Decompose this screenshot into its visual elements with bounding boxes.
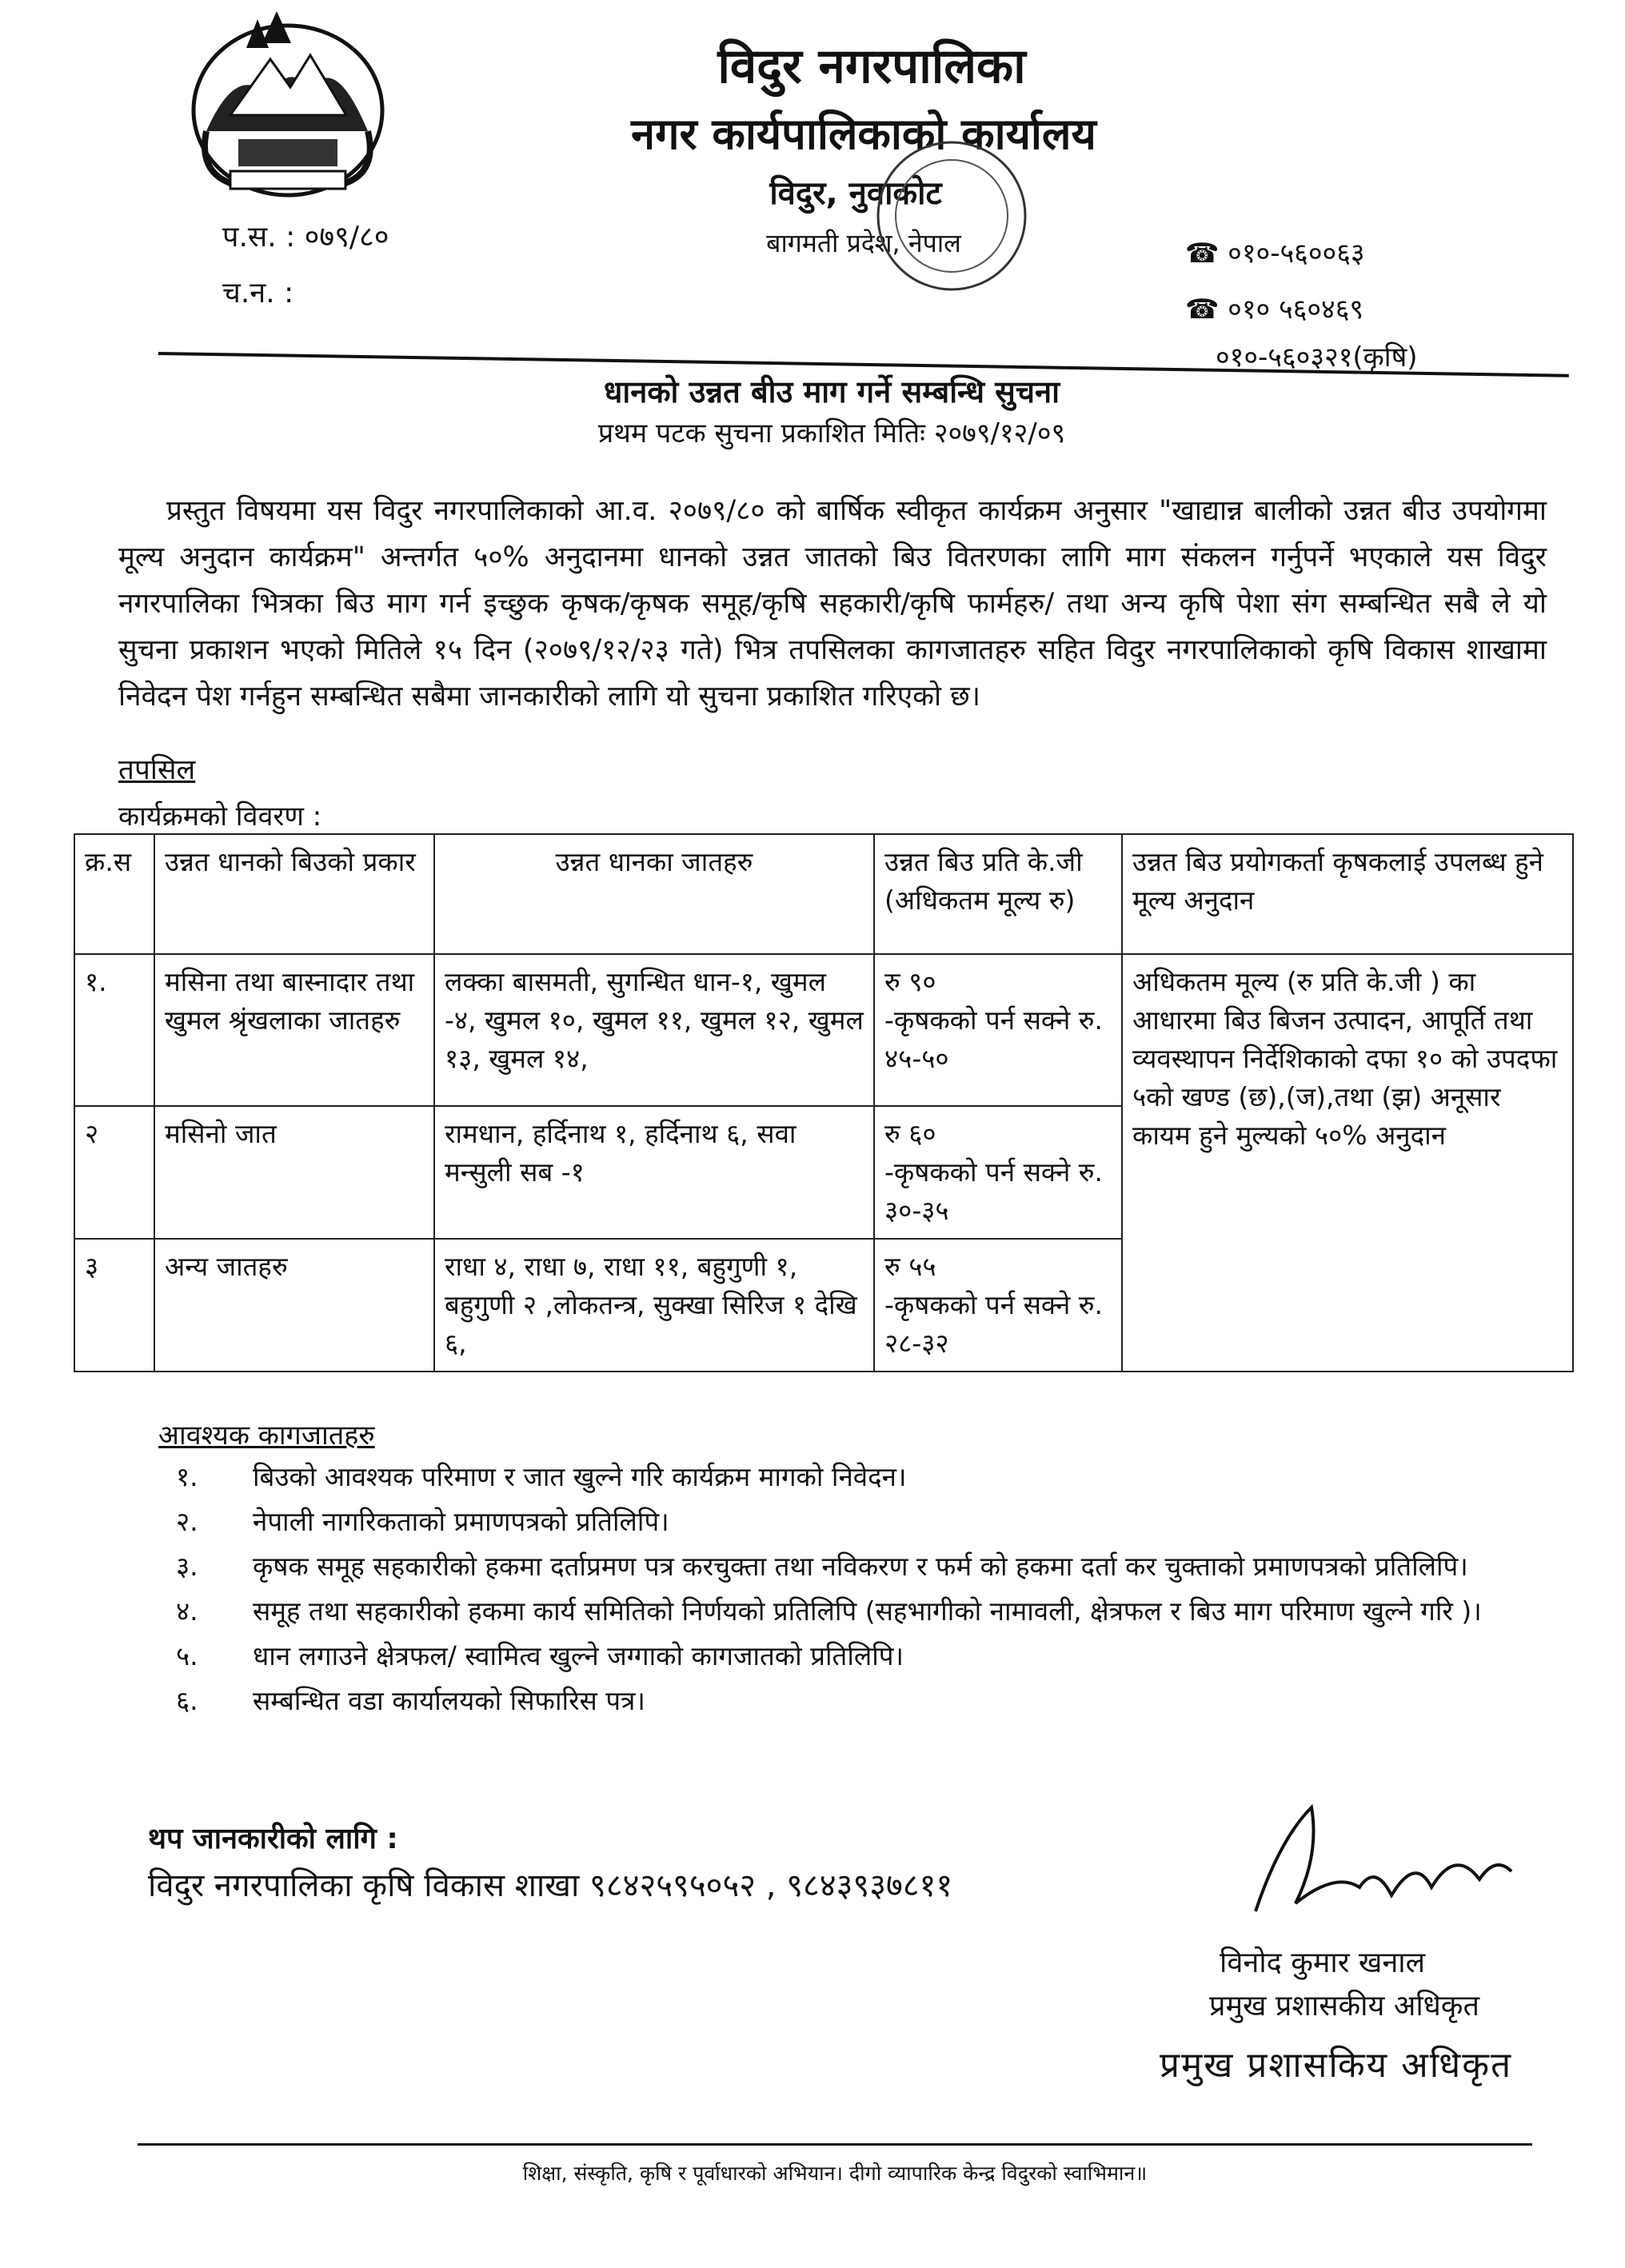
table-cell: रामधान, हर्दिनाथ १, हर्दिनाथ ६, सवा मन्सुली सब -१	[434, 1106, 874, 1239]
table-header: क्र.स	[74, 834, 154, 954]
table-header-row	[74, 834, 1573, 954]
table-header: उन्नत बिउ प्रति के.जी (अधिकतम मूल्य रु)	[874, 834, 1122, 954]
signatory-title: प्रमुख प्रशासकीय अधिकृत	[1209, 1990, 1479, 2022]
phone-3: ०१०-५६०३२१(कृषि)	[1216, 341, 1418, 373]
dispatch-number: च.न. :	[222, 277, 294, 309]
price: रु ५५	[884, 1251, 936, 1282]
table-header: उन्नत धानका जातहरु	[434, 834, 874, 954]
list-item: १. बिउको आवश्यक परिमाण र जात खुल्ने गरि कार्यक्रम मागको निवेदन।	[176, 1461, 907, 1492]
list-item: ६. सम्बन्धित वडा कार्यालयको सिफारिस पत्र।	[176, 1685, 645, 1716]
phone-icon: ☎	[1185, 238, 1228, 270]
office-name: नगर कार्यपालिकाको कार्यालय	[631, 109, 1096, 159]
table-cell: २	[74, 1106, 154, 1239]
table-cell: अन्य जातहरु	[154, 1239, 434, 1372]
table-cell	[874, 954, 1122, 1106]
phone-1: ☎ ०१०-५६००६३	[1185, 238, 1365, 270]
office-stamp-icon	[872, 128, 1032, 312]
table-cell: मसिना तथा बास्नादार तथा खुमल श्रृंखलाका जातहरु	[154, 954, 434, 1106]
table-cell: १.	[74, 954, 154, 1106]
notice-body: प्रस्तुत विषयमा यस विदुर नगरपालिकाको आ.व. २०७९/८० को बार्षिक स्वीकृत कार्यक्रम अनुसार "खाद्यान्न बालीको उन्नत बीउ उपयोगमा मूल्य अनुदान कार्यक्रम" अन्तर्गत ५०% अनुदानमा धानको उन्नत जातको बिउ वितरणका लागि माग संकलन गर्नुपर्ने भएकाले यस विदुर नगरपालिका भित्रका बिउ माग गर्न इच्छुक कृषक/कृषक समूह/कृषि सहकारी/कृषि फार्महरु/ तथा अन्य कृषि पेशा संग सम्बन्धित सबै ले यो सुचना प्रकाशन भएको मितिले १५ दिन (२०७९/१२/२३ गते) भित्र तपसिलका कागजातहरु सहित विदुर नगरपालिकाको कृषि विकास शाखामा निवेदन पेश गर्नहुन सम्बन्धित सबैमा जानकारीको लागि यो सुचना प्रकाशित गरिएको छ।	[118, 495, 1547, 713]
signature-icon	[1224, 1791, 1543, 1951]
nepal-emblem-icon	[182, 11, 393, 203]
footer-slogan: शिक्षा, संस्कृति, कृषि र पूर्वाधारको अभियान। दीगो व्यापारिक केन्द्र विदुरको स्वाभिमान॥	[522, 2162, 1148, 2185]
reference-number: प.स. : ०७९/८०	[222, 221, 389, 254]
farmer-pay: -कृषकको पर्न सक्ने रु. ३०-३५	[884, 1156, 1104, 1226]
notice-publish-date: प्रथम पटक सुचना प्रकाशित मितिः २०७९/१२/०९	[597, 417, 1066, 449]
contact-line: विदुर नगरपालिका कृषि विकास शाखा ९८४२५९५०५२ , ९८४३९३७८११	[148, 1867, 953, 1904]
table-row	[74, 954, 1573, 1106]
office-location: विदुर, नुवाकोट	[769, 175, 942, 212]
signatory-name: विनोद कुमार खनाल	[1220, 1947, 1426, 1979]
documents-heading: आवश्यक कागजातहरु	[158, 1419, 375, 1451]
table-header: उन्नत बिउ प्रयोगकर्ता कृषकलाई उपलब्ध हुने मूल्य अनुदान	[1122, 834, 1573, 954]
footer-divider	[138, 2143, 1532, 2146]
program-label: कार्यक्रमको विवरण :	[118, 801, 322, 833]
phone-icon: ☎	[1185, 293, 1228, 325]
documents-list	[176, 1459, 1535, 1727]
table-cell: राधा ४, राधा ७, राधा ११, बहुगुणी १, बहुगुणी २ ,लोकतन्त्र, सुक्खा सिरिज १ देखि ६,	[434, 1239, 874, 1372]
table-header: उन्नत धानको बिउको प्रकार	[154, 834, 434, 954]
designation-stamp: प्रमुख प्रशासकिय अधिकृत	[1160, 2045, 1513, 2086]
tapasil-heading: तपसिल	[118, 754, 196, 786]
table-cell: लक्का बासमती, सुगन्धित धान-१, खुमल -४, खुमल १०, खुमल ११, खुमल १२, खुमल १३, खुमल १४,	[434, 954, 874, 1106]
price: रु ९०	[884, 966, 936, 997]
program-table	[74, 833, 1574, 1359]
table-cell: मसिनो जात	[154, 1106, 434, 1239]
office-province: बागमती प्रदेश, नेपाल	[766, 228, 961, 258]
list-item: ३. कृषक समूह सहकारीको हकमा दर्ताप्रमण पत्र करचुक्ता तथा नविकरण र फर्म को हकमा दर्ता कर चुक्ताको प्रमाणपत्रको प्रतिलिपि।	[176, 1551, 1468, 1582]
notice-title: धानको उन्नत बीउ माग गर्ने सम्बन्धि सुचना	[604, 374, 1060, 409]
farmer-pay: -कृषकको पर्न सक्ने रु. २८-३२	[884, 1289, 1104, 1359]
list-item: ४. समूह तथा सहकारीको हकमा कार्य समितिको निर्णयको प्रतिलिपि (सहभागीको नामावली, क्षेत्रफल र बिउ माग परिमाण खुल्ने गरि )।	[176, 1595, 1482, 1627]
subsidy-cell: अधिकतम मूल्य (रु प्रति के.जी ) का आधारमा बिउ बिजन उत्पादन, आपूर्ति तथा व्यवस्थापन निर्देशिकाको दफा १० को उपदफा ५को खण्ड (छ),(ज),तथा (झ) अनूसार कायम हुने मुल्यको ५०% अनुदान	[1122, 954, 1573, 1372]
contact-heading: थप जानकारीको लागि :	[148, 1823, 398, 1855]
phone-2: ☎ ०१० ५६०४६९	[1185, 293, 1364, 325]
table-cell	[874, 1239, 1122, 1372]
price: रु ६०	[884, 1118, 936, 1149]
table-cell: ३	[74, 1239, 154, 1372]
list-item: २. नेपाली नागरिकताको प्रमाणपत्रको प्रतिलिपि।	[176, 1506, 669, 1537]
table-cell	[874, 1106, 1122, 1239]
municipality-name: विदुर नगरपालिका	[717, 38, 1026, 94]
farmer-pay: -कृषकको पर्न सक्ने रु. ४५-५०	[884, 1004, 1104, 1074]
list-item: ५. धान लगाउने क्षेत्रफल/ स्वामित्व खुल्ने जग्गाको कागजातको प्रतिलिपि।	[176, 1640, 904, 1671]
